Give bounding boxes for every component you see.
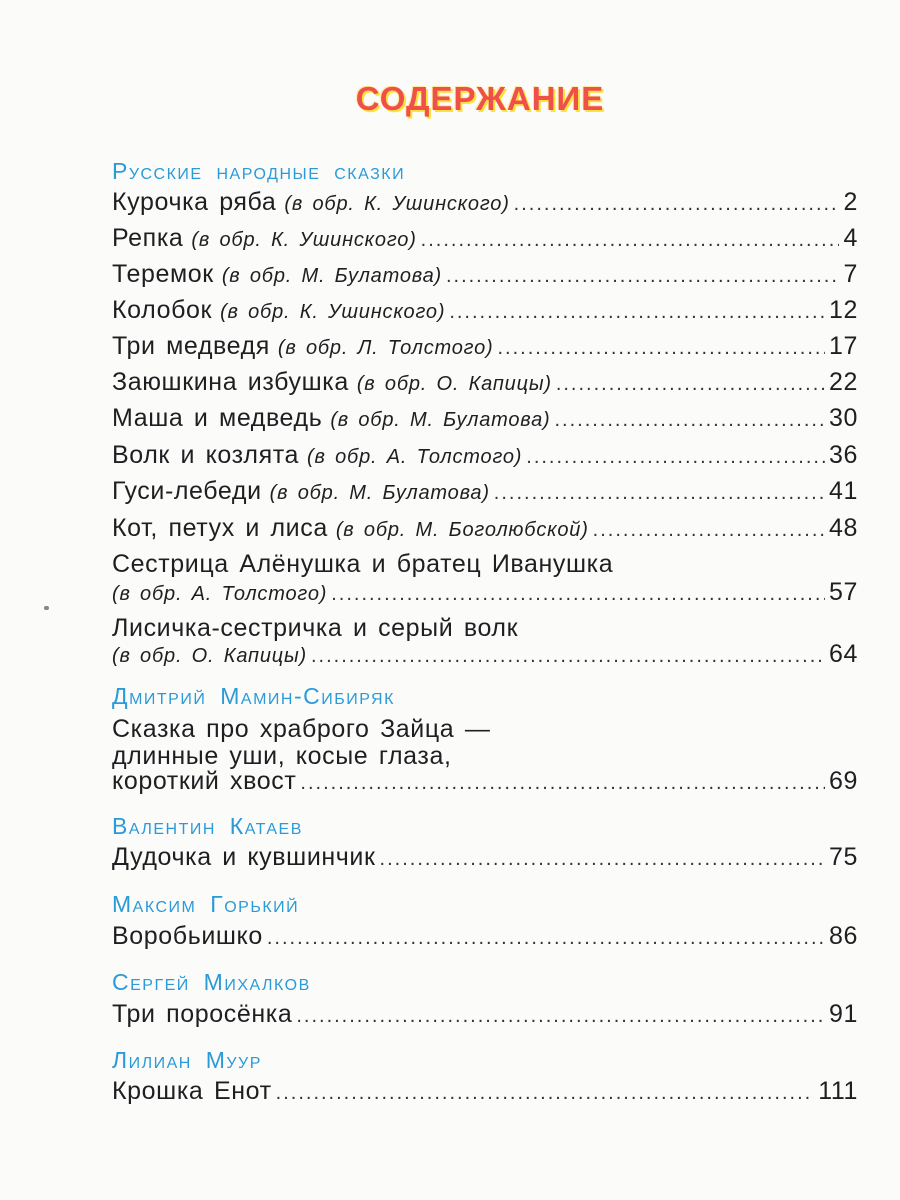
page-number: 57 <box>828 578 858 606</box>
entry-note: (в обр. М. Боголюбской) <box>335 519 589 541</box>
dot-leader <box>526 446 825 469</box>
toc-entry[interactable] <box>112 332 858 361</box>
dot-leader <box>311 645 825 668</box>
dot-leader <box>494 482 825 505</box>
entry-note: (в обр. А. Толстого) <box>112 583 328 605</box>
dot-leader <box>498 337 825 360</box>
dot-leader <box>514 193 840 216</box>
entry-title: Заюшкина избушка <box>112 368 349 396</box>
entry-title: Репка <box>112 224 184 252</box>
dot-leader <box>554 409 825 432</box>
page-title: СОДЕРЖАНИЕ <box>355 80 605 117</box>
page-number: 4 <box>843 224 858 252</box>
toc-entry[interactable] <box>112 477 858 506</box>
entry-title: Волк и козлята <box>112 441 300 469</box>
section-header: Дмитрий Мамин-Сибиряк <box>112 683 395 709</box>
page-number: 30 <box>828 404 858 432</box>
toc-entry[interactable] <box>112 514 858 543</box>
dot-leader <box>300 772 825 795</box>
section-header: Валентин Катаев <box>112 813 303 839</box>
page-number: 91 <box>828 1000 858 1028</box>
toc-entry[interactable] <box>112 441 858 470</box>
page-number: 12 <box>828 296 858 324</box>
dot-leader <box>593 519 825 542</box>
entry-note: (в обр. М. Булатова) <box>269 482 490 504</box>
dot-leader <box>296 1005 825 1028</box>
entry-note: (в обр. А. Толстого) <box>307 446 523 468</box>
entry-title: Крошка Енот <box>112 1077 272 1105</box>
toc-entry[interactable] <box>112 296 858 325</box>
entry-note: (в обр. К. Ушинского) <box>284 193 510 215</box>
entry-title: Три медведя <box>112 332 270 360</box>
page-number: 111 <box>818 1077 858 1105</box>
entry-title: Лисичка-сестричка и серый волк <box>112 614 519 642</box>
entry-title: длинные уши, косые глаза, <box>112 742 452 770</box>
toc-entry[interactable] <box>112 224 858 253</box>
entry-note: (в обр. О. Капицы) <box>356 373 552 395</box>
dot-leader <box>380 848 825 871</box>
page-number: 86 <box>828 922 858 950</box>
entry-title: Теремок <box>112 260 214 288</box>
entry-title: Колобок <box>112 296 213 324</box>
toc-entry[interactable] <box>112 578 858 607</box>
section-header: Лилиан Муур <box>112 1047 262 1073</box>
entry-title: Гуси-лебеди <box>112 477 262 505</box>
toc-entry[interactable] <box>112 368 858 397</box>
entry-title: Воробьишко <box>112 922 263 950</box>
dot-leader <box>421 229 840 252</box>
section-header: Максим Горький <box>112 891 300 917</box>
section-header: Сергей Михалков <box>112 969 311 995</box>
dot-leader <box>267 927 825 950</box>
entry-title: Сказка про храброго Зайца — <box>112 715 491 743</box>
toc-entry[interactable] <box>112 843 858 872</box>
dot-leader <box>556 373 825 396</box>
entry-note: (в обр. О. Капицы) <box>112 645 307 667</box>
entry-note: (в обр. М. Булатова) <box>221 265 442 287</box>
entry-title: короткий хвост <box>112 767 297 795</box>
entry-title: Три поросёнка <box>112 1000 293 1028</box>
section-header: Русские народные сказки <box>112 158 406 184</box>
dot-leader <box>446 265 840 288</box>
entry-title: Сестрица Алёнушка и братец Иванушка <box>112 550 614 578</box>
paper-speck <box>44 606 49 610</box>
entry-title: Кот, петух и лиса <box>112 514 328 542</box>
entry-title: Дудочка и кувшинчик <box>112 843 376 871</box>
page-number: 22 <box>828 368 858 396</box>
toc-entry[interactable] <box>112 404 858 433</box>
toc-entry[interactable] <box>112 922 858 951</box>
page-number: 64 <box>828 640 858 668</box>
toc-entry[interactable] <box>112 188 858 217</box>
entry-note: (в обр. К. Ушинского) <box>220 301 446 323</box>
entry-note: (в обр. М. Булатова) <box>330 409 551 431</box>
entry-note: (в обр. К. Ушинского) <box>191 229 417 251</box>
dot-leader <box>331 583 825 606</box>
page-number: 7 <box>843 260 858 288</box>
page-number: 48 <box>828 514 858 542</box>
dot-leader <box>449 301 825 324</box>
toc-entry-line[interactable] <box>112 614 858 643</box>
toc-entry[interactable] <box>112 1077 858 1106</box>
entry-title: Маша и медведь <box>112 404 323 432</box>
page-number: 75 <box>828 843 858 871</box>
toc-entry-line[interactable] <box>112 550 858 579</box>
toc-entry[interactable] <box>112 640 858 669</box>
page-number: 69 <box>828 767 858 795</box>
toc-entry[interactable] <box>112 767 858 796</box>
entry-title: Курочка ряба <box>112 188 277 216</box>
page-number: 41 <box>828 477 858 505</box>
entry-note: (в обр. Л. Толстого) <box>277 337 494 359</box>
toc-entry[interactable] <box>112 260 858 289</box>
page-number: 17 <box>828 332 858 360</box>
dot-leader <box>276 1082 815 1105</box>
toc-entry[interactable] <box>112 1000 858 1029</box>
page-number: 2 <box>843 188 858 216</box>
page-number: 36 <box>828 441 858 469</box>
toc-entry-line[interactable] <box>112 715 858 744</box>
